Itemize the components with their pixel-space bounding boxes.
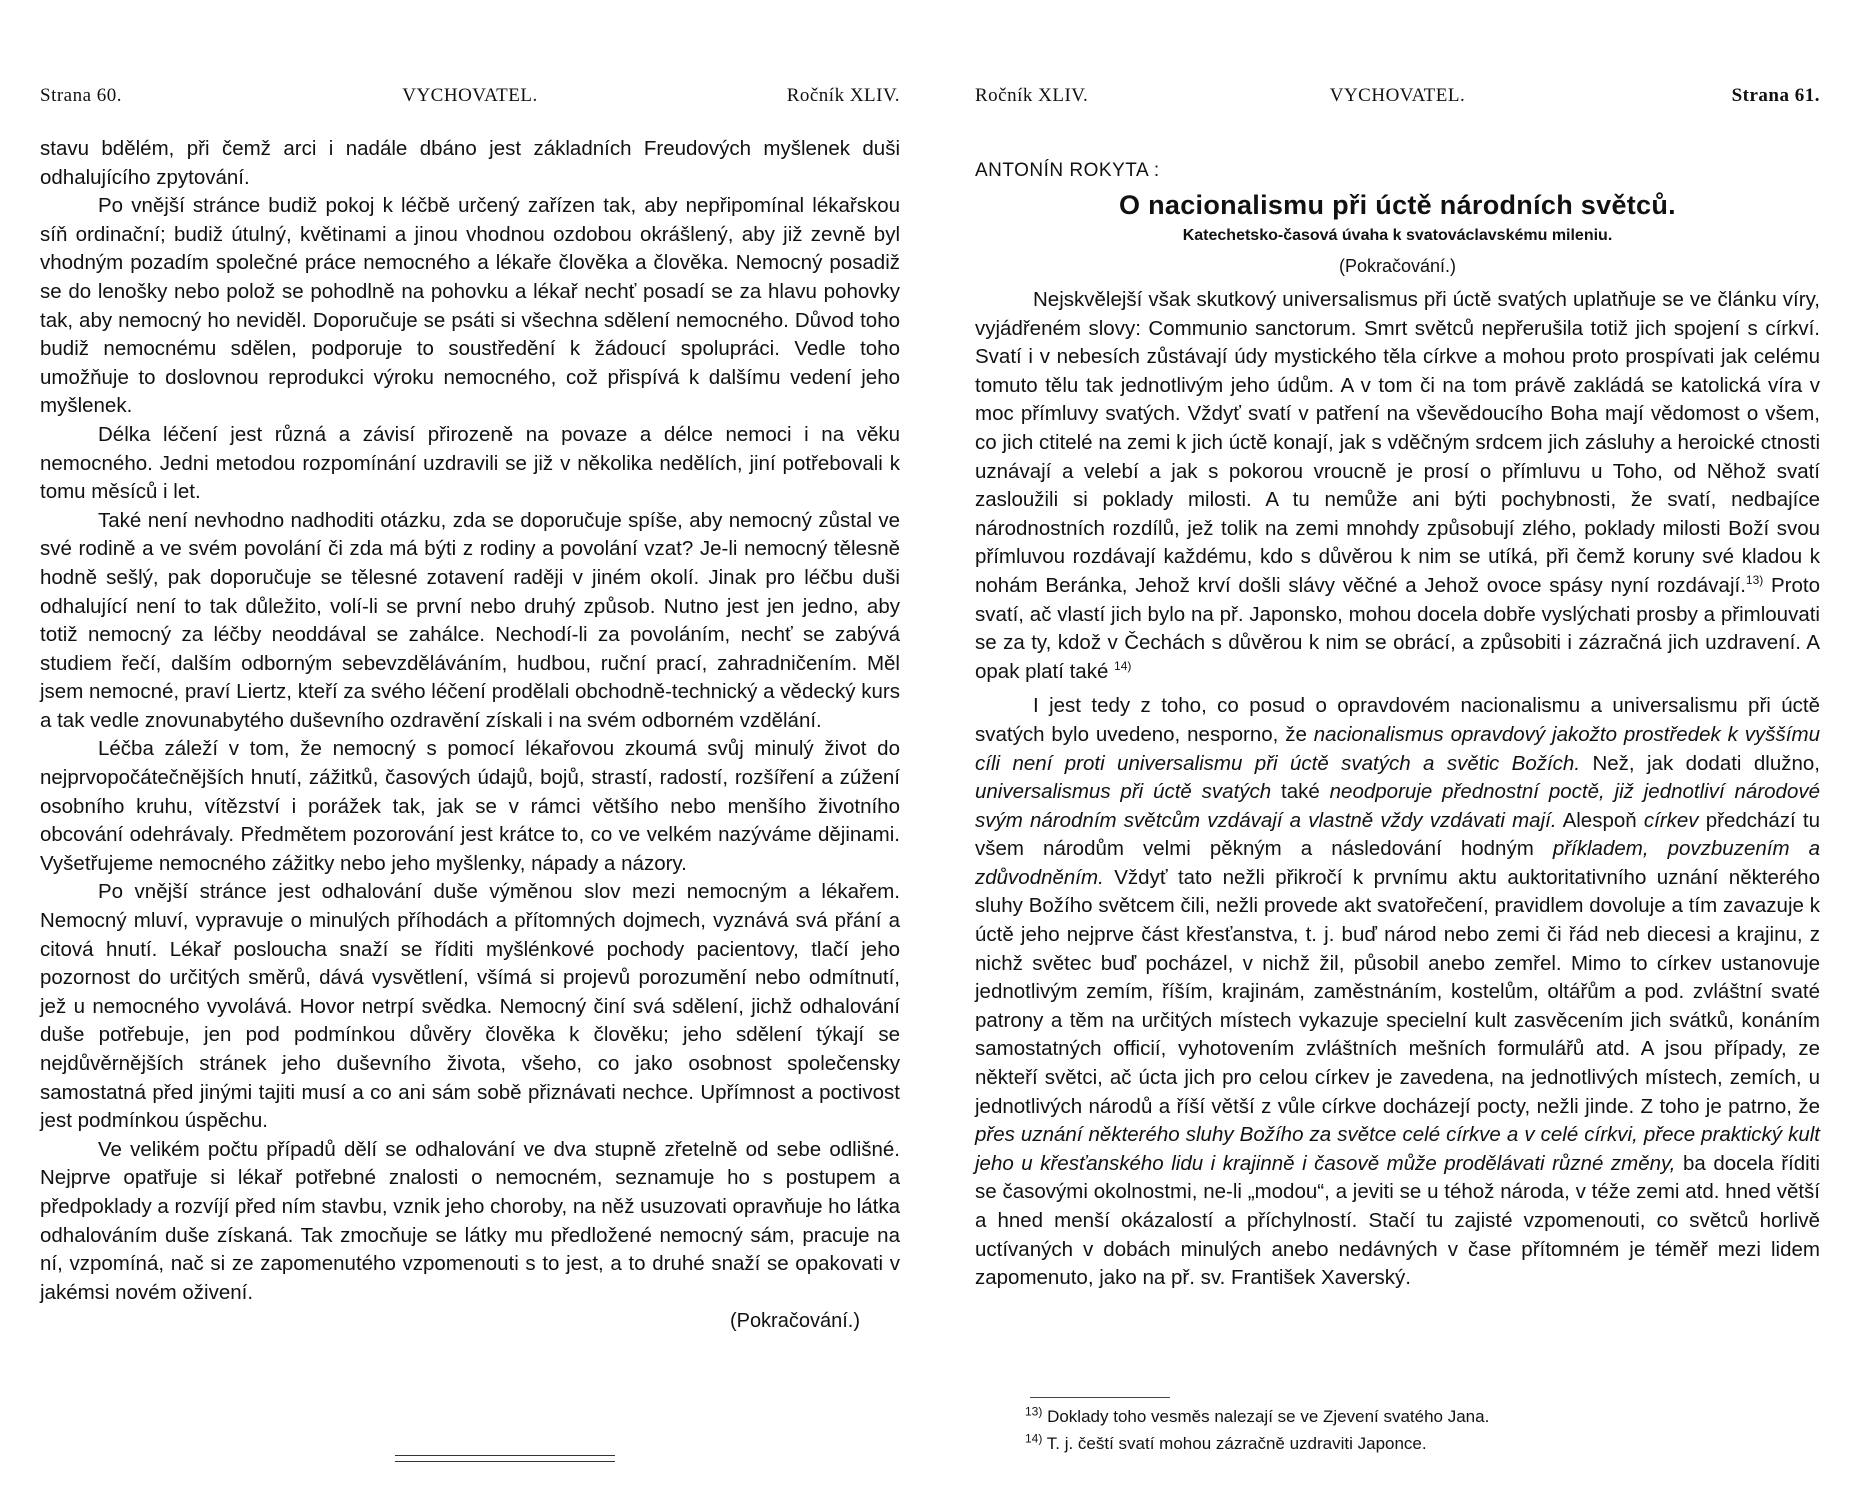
footnote-ref-13: 13)	[1745, 573, 1764, 588]
footnotes	[1025, 1403, 1820, 1457]
right-volume: Ročník XLIV.	[975, 85, 1089, 106]
article-author: ANTONÍN ROKYTA :	[975, 160, 1160, 181]
left-paragraph-2: Po vnější stránce budiž pokoj k léčbě určený zařízen tak, aby nepřipomínal lékařskou síň ordinační; budiž útulný, květinami a jinou vhodnou ozdobou okrášlený, aby již zevně byl vhodným pozadím společné práce nemocného a lékaře člověka a člověka. Nemocný posadiž se do lenošky nebo polož se pohodlně na pohovku a lékař nechť posadí se za hlavu pohovky tak, aby nemocný ho neviděl. Doporučuje se psáti si všechna sdělení nemocného. Důvod toho budiž nemocnému sdělen, podporuje to soustředění k žádoucí spolupráci. Vedle toho umožňuje to doslovnou reprodukci výroku nemocného, což přispívá k dalšímu vedení jeho myšlenek.	[40, 194, 900, 418]
left-paragraph-1: stavu bdělém, při čemž arci i nadále dbáno jest základních Freudových myšlenek duši odhalujícího zpytování.	[40, 137, 900, 189]
left-paragraph-5: Léčba záleží v tom, že nemocný s pomocí lékařovou zkoumá svůj minulý život do nejprvopočátečnějších hnutí, zážitků, časových údajů, bojů, strastí, radostí, rozšíření a zúžení osobního kruhu, vítězství i porážek tak, jak se v rámci většího nebo menšího životního obcování odehrávaly. Předmětem pozorování jest krátce to, co ve velkém nazýváme dějinami. Vyšetřujeme nemocného zážitky nebo jeho myšlenky, nápady a názory.	[40, 737, 900, 875]
left-body-text	[40, 135, 900, 1336]
right-body-text	[975, 286, 1820, 1293]
article-continuation: (Pokračování.)	[1338, 256, 1457, 276]
left-volume: Ročník XLIV.	[786, 85, 900, 106]
footnote-ref-14: 14)	[1114, 658, 1132, 673]
left-paragraph-4: Také není nevhodno nadhoditi otázku, zda se doporučuje spíše, aby nemocný zůstal ve své rodině a ve svém povolání či zda má býti z rodiny a povolání vzat? Je-li nemocný tělesně hodně sešlý, pak doporučuje se tělesné zotavení raději v jiném okolí. Jinak pro léčbu duši odhalující není to tak důležito, volí-li se první nebo druhý způsob. Nutno jest jen jedno, aby totiž nemocný za léčby neoddával se zahálce. Nechodí-li za povoláním, nechť se zabývá studiem řečí, dalším odborným sebevzděláváním, hudbou, ruční prací, zahradničením. Měl jsem nemocné, praví Liertz, kteří za svého léčení prodělali obchodně-technický a vědecký kurs a tak vedle znovunabytého duševního ozdravění získali i na svém odborném vzdělání.	[40, 508, 900, 732]
right-page-number: Strana 61.	[1731, 85, 1820, 106]
left-page-number: Strana 60.	[40, 85, 123, 106]
left-journal-name: VYCHOVATEL.	[402, 85, 538, 106]
right-paragraph-2: I jest tedy z toho, co posud o opravdovém nacionalismu a universalismu při úctě svatých bylo uvedeno, nesporno, že nacionalismus opravdový jakožto prostředek k vyššímu cíli není proti universalismu při úctě svatých a světic Božích. Než, jak dodati dlužno, universalismus při úctě svatých také neodporuje přednostní poctě, již jednotliví národové svým národním světcům vzdávají a vlastně vždy vzdávati mají. Alespoň církev předchází tu všem národům velmi pěkným a následování hodným příkladem, povzbuzením a zdůvodněním. Vždyť tato nežli přikročí k prvnímu aktu auktoritativního uznání některého sluhy Božího světcem čili, nežli provede akt svatořečení, pravidlem dovoluje a tím zavazuje k úctě jeho nejprve část křesťanstva, t. j. buď národ nebo zemi či řád neb diecesi a krajinu, z nichž světec buď pocházel, v nichž žil, působil anebo zemřel. Mimo to církev ustanovuje jednotlivým zemím, říším, krajinám, zaměstnáním, kostelům, oltářům a pod. zvláštní svaté patrony a těm na určitých místech vykazuje specielní kult zasvěcením jich svátků, konáním samostatných officií, vyhotovením zvláštních mešních formulářů atd. A jsou případy, ze někteří světci, ač úcta jich pro celou církev je zavedena, na jednotlivých místech, zemích, u jednotlivých národů a říší větší z vůle církve docházejí pocty, nežli jinde. Z toho je patrno, že přes uznání některého sluhy Božího za světce celé církve a v celé církvi, přece praktický kult jeho u křesťanského lidu i krajinně i časově může prodělávati různé změny, ba docela říditi se časovými okolnostmi, ne-li „modou“, a jeviti se u téhož národa, v téže zemi atd. hned větší a hned menší okázalostí a příchylností. Stačí tu zajisté vzpomenouti, co světců horlivě uctívaných v dobách minulých anebo nedávných v čase přítomném je téměř mezi lidem zapomenuto, jako na př. sv. František Xaverský.	[975, 694, 1821, 1290]
footnote-14: $^{14)}$ T. j. čeští svatí mohou zázračně uzdraviti Japonce.	[1025, 1431, 1427, 1453]
footnote-13: $^{13)}$ Doklady toho vesměs nalezají se ve Zjevení svatého Jana.	[1025, 1404, 1490, 1426]
article-subtitle: Katechetsko-časová úvaha k svatováclavskému mileniu.	[1182, 227, 1613, 244]
right-paragraph-1: Nejskvělejší však skutkový universalismus při úctě svatých uplatňuje se ve článku víry, vyjádřeném slovy: Communio sanctorum. Smrt světců nepřerušila totiž jich spojení s církví. Svatí i v nebesích zůstávají údy mystického těla církve a mohou proto prospívati jak celému tomuto tělu tak jednotlivým jeho údům. A v tom či na tom právě zakládá se katolická víra v moc přímluvy svatých. Vždyť svatí v patření na vševědoucího Boha mají vědomost o všem, co jich ctitelé na zemi k jich úctě konají, jak s vděčným srdcem jich zásluhy a heroické ctnosti uznávají a velebí a jak s pokorou vroucně je prosí o přímluvu u Toho, od Něhož svatí zasloužili si poklady milosti. A tu nemůže ani býti pochybnosti, že svatí, nedbajíce národnostních rozdílů, jež tolik na zemi mnohdy způsobují zlého, poklady milosti Boží svou přímluvou rozdávají každému, kdo s důvěrou k nim se utíká, při čemž koruny své kladou k nohám Beránka, Jehož krví došli slávy věčné a Jehož ovoce spásy nyní rozdávají.$^{13)}$ Proto svatí, ač vlastí jich bylo na př. Japonsko, mohou docela dobře vyslýchati prosby a přimlouvati se za ty, kdož v Čechách s důvěrou k nim se obrácí, a způsobiti i zázračná jich uzdravení. A opak platí také $^{14)}$	[975, 288, 1820, 683]
left-continued-note: (Pokračování.)	[729, 1310, 860, 1333]
left-end-rule	[395, 1455, 615, 1462]
article-title: O nacionalismu při úctě národních světců.	[1119, 190, 1676, 220]
right-page	[975, 0, 1820, 1500]
left-paragraph-7: Ve velikém počtu případů dělí se odhalování ve dva stupně zřetelně od sebe odlišné. Nejprve opatřuje si lékař potřebné znalosti o nemocném, seznamuje ho s postupem a předpoklady a rozvíjí před ním stavbu, vznik jeho choroby, na něž usuzovati opravňuje ho látka odhalováním duše získaná. Tak zmocňuje se látky mu předložené nemocný sám, pracuje na ní, vzpomíná, nač si ze zapomenutého vzpomenouti s to jest, a to druhé snaží se opakovati v jakémsi novém oživení.	[40, 1137, 900, 1304]
footnote-rule	[1030, 1397, 1170, 1398]
right-journal-name: VYCHOVATEL.	[1329, 85, 1466, 106]
left-page	[40, 0, 900, 1500]
left-paragraph-6: Po vnější stránce jest odhalování duše výměnou slov mezi nemocným a lékařem. Nemocný mluví, vypravuje o minulých příhodách a přítomných dojmech, vyznává svá přání a citová hnutí. Lékař posloucha snaží se říditi myšlénkové pochody pacientovy, tlačí jeho pozornost do určitých směrů, dává vysvětlení, všímá si projevů porozumění nebo odmítnutí, jež u nemocného vyvolává. Hovor netrpí svědka. Nemocný činí svá sdělení, jichž odhalování duše potřebuje, jen pod podmínkou důvěry člověka k člověku; jeho sdělení týkají se nejdůvěrnějších stránek jeho duševního života, všeho, co jako osobnost společensky samostatná před jinými tajiti musí a co ani sám sobě přiznávati nechce. Upřímnost a poctivost jest podmínkou úspěchu.	[40, 880, 900, 1133]
left-paragraph-3: Délka léčení jest různá a závisí přirozeně na povaze a délce nemoci i na věku nemocného. Jedni metodou rozpomínání uzdravili se již v několika nedělích, jiní potřebovali k tomu měsíců i let.	[40, 422, 900, 504]
